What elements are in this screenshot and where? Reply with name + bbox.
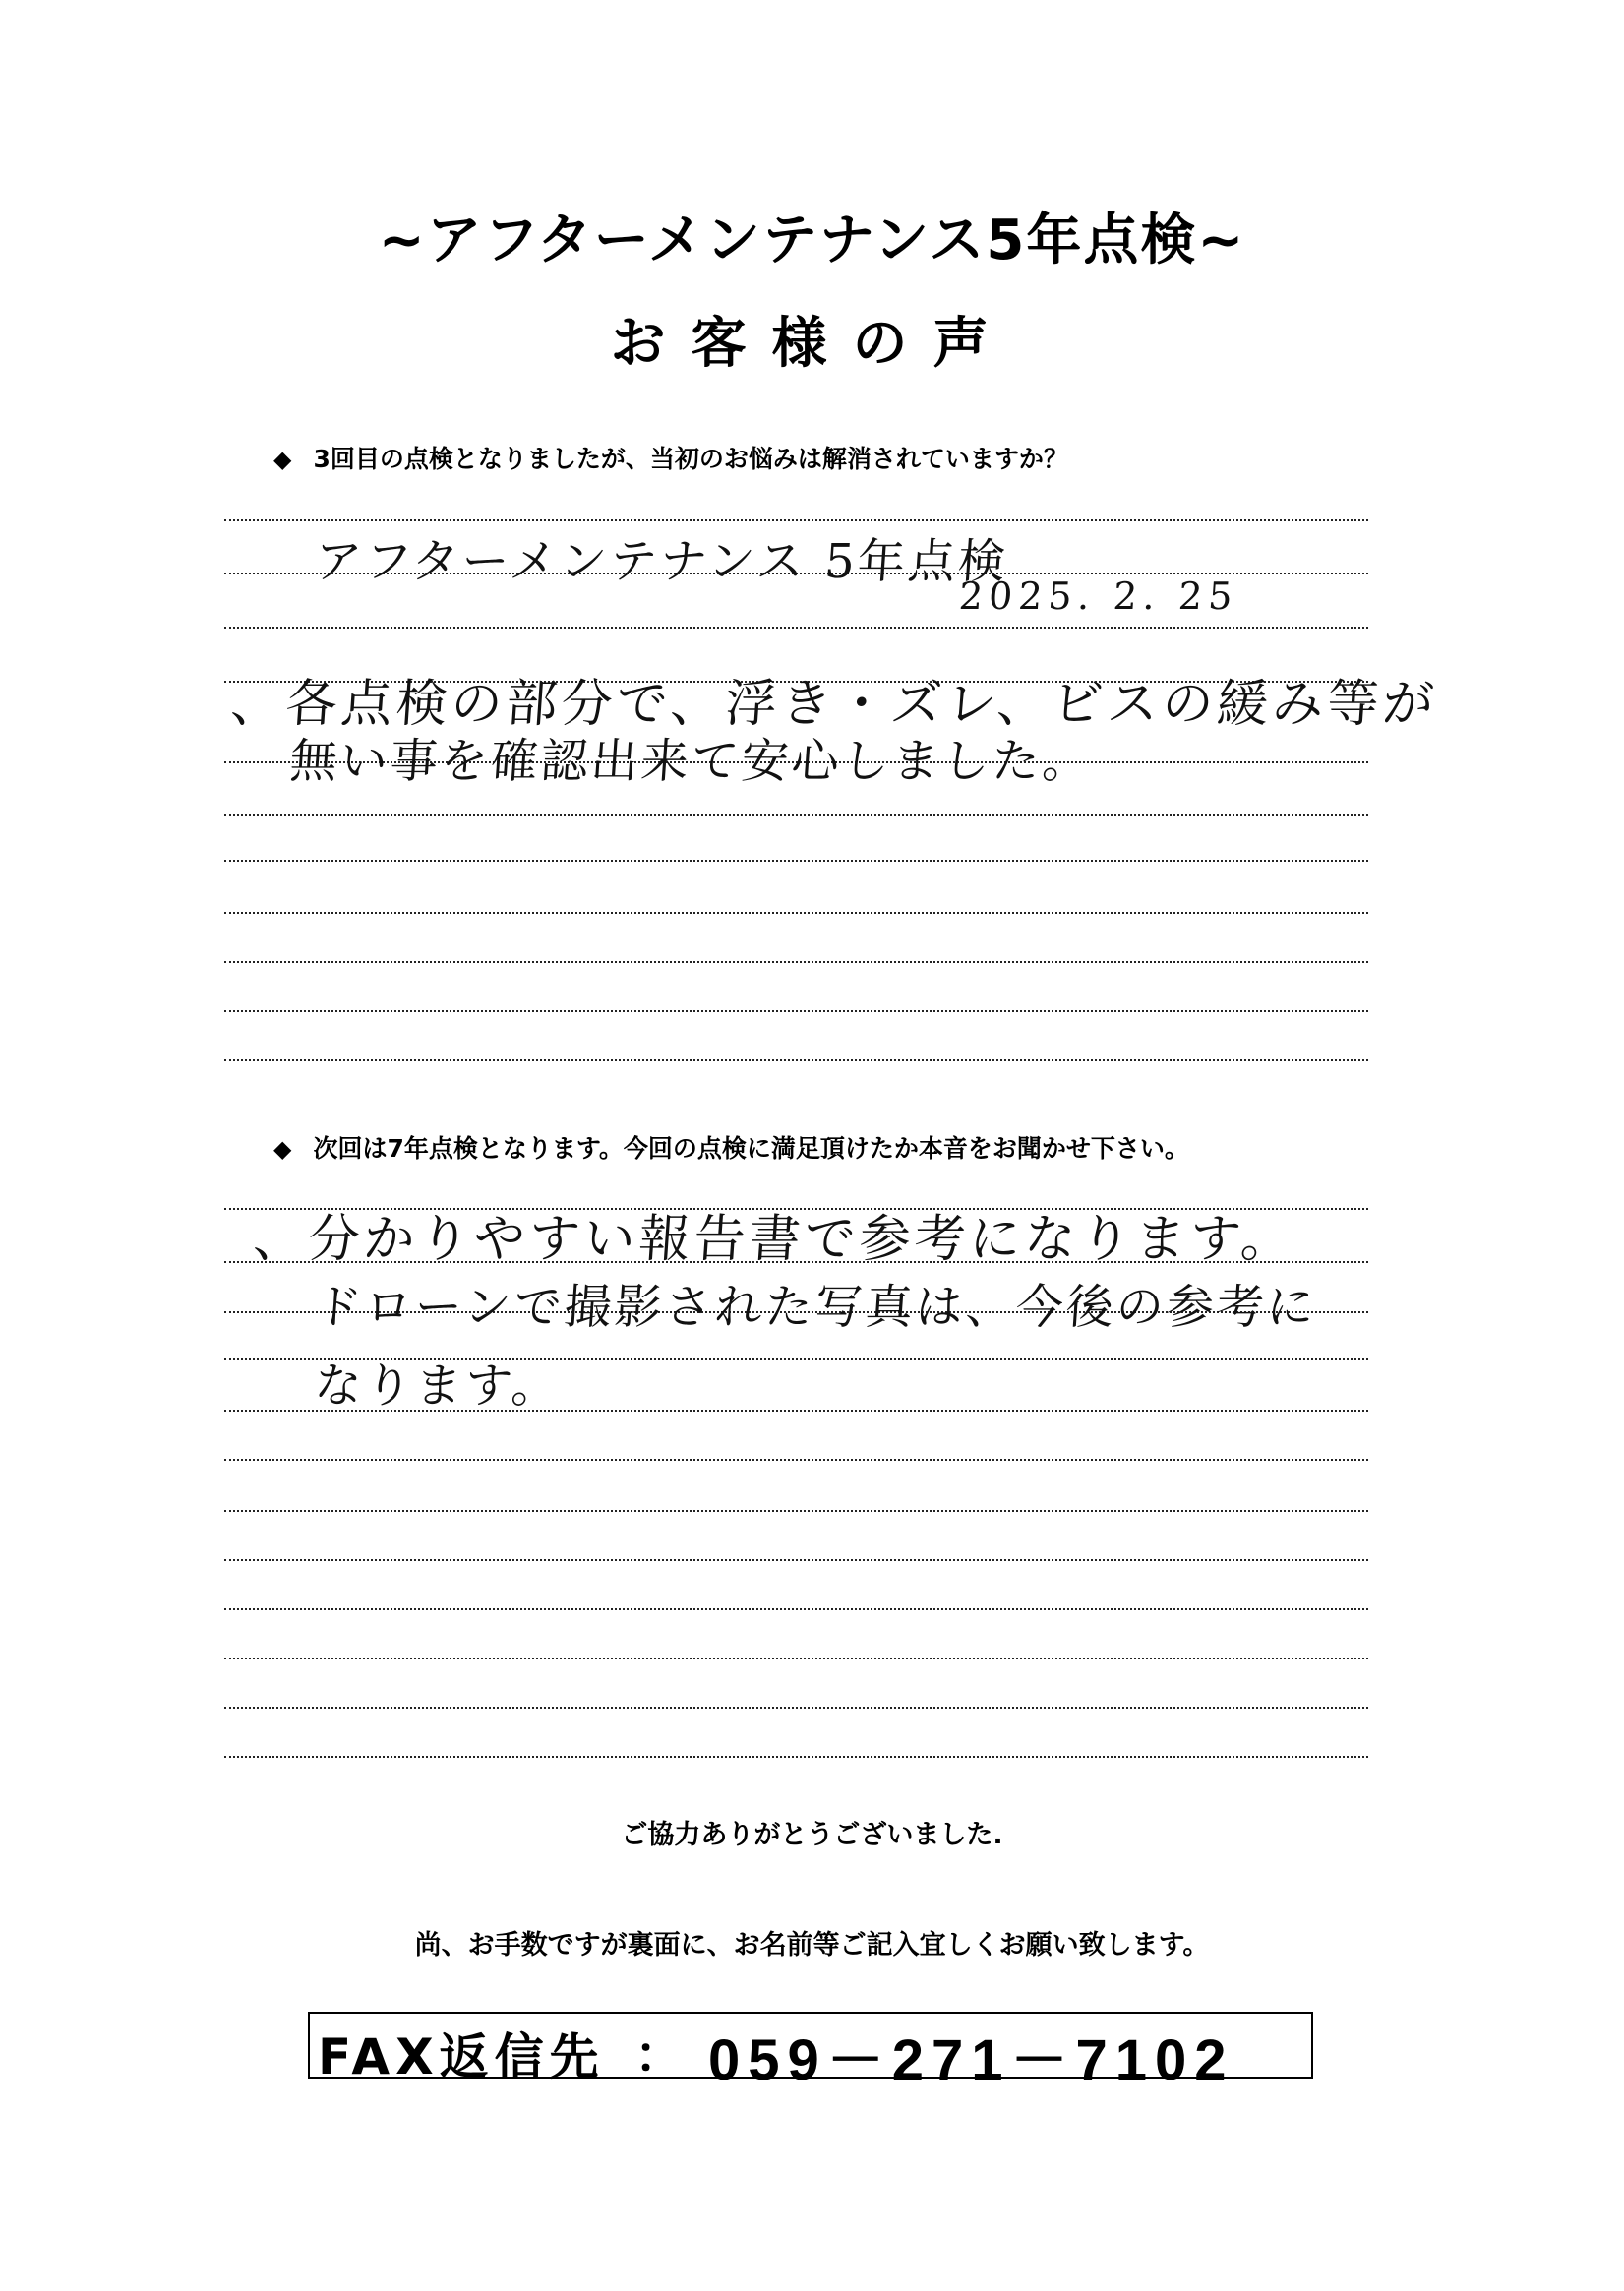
fax-label: FAX返信先	[318, 2028, 605, 2085]
request-note: 尚、お手数ですが裏面に、お名前等ご記入宜しくお願い致します。	[414, 1930, 1210, 1960]
ruled-line	[224, 1459, 1368, 1461]
answer-1-line-3: 無い事を確認出来て安心しました。	[287, 734, 1095, 789]
ruled-line	[224, 814, 1368, 816]
ruled-line	[224, 1756, 1368, 1758]
ruled-line	[224, 912, 1368, 914]
diamond-bullet-icon: ◆	[273, 446, 292, 473]
ruled-line	[224, 627, 1368, 629]
answer-1-line-1: アフターメンテナンス 5年点検	[312, 534, 1010, 589]
question-1-text: 3回目の点検となりましたが、当初のお悩みは解消されていますか？	[313, 445, 1068, 473]
ruled-line	[224, 1658, 1368, 1659]
ruled-line	[224, 961, 1368, 963]
ruled-line	[224, 1559, 1368, 1561]
fax-box	[308, 2012, 1313, 2092]
question-1	[273, 440, 1068, 475]
question-2	[273, 1129, 1189, 1165]
fax-colon: ：	[634, 2026, 684, 2083]
page-subtitle: お客様の声	[610, 312, 1014, 376]
thanks-message: ご協力ありがとうございました.	[621, 1820, 1003, 1850]
answer-2-line-3: なります。	[312, 1358, 564, 1414]
ruled-line	[224, 1707, 1368, 1709]
ruled-line	[224, 1059, 1368, 1061]
page-title: ~アフターメンテナンス5年点検~	[378, 209, 1246, 272]
ruled-line	[224, 860, 1368, 862]
question-2-text: 次回は7年点検となります。今回の点検に満足頂けたか本音をお聞かせ下さい。	[313, 1134, 1189, 1163]
ruled-line	[224, 1608, 1368, 1610]
answer-1-date: 2025. 2. 25	[957, 574, 1240, 618]
answer-2-line-2: ドローンで撮影された写真は、今後の参考に	[312, 1280, 1319, 1335]
fax-number: 059－271－7102	[708, 2028, 1234, 2092]
ruled-line	[224, 1510, 1368, 1512]
answer-2-line-1: 、分かりやすい報告書で参考になります。	[251, 1210, 1298, 1269]
answer-1-line-2: 、各点検の部分で、浮き・ズレ、ビスの緩み等が	[228, 675, 1440, 734]
ruled-line	[224, 519, 1368, 521]
diamond-bullet-icon: ◆	[273, 1135, 292, 1163]
ruled-line	[224, 1010, 1368, 1012]
